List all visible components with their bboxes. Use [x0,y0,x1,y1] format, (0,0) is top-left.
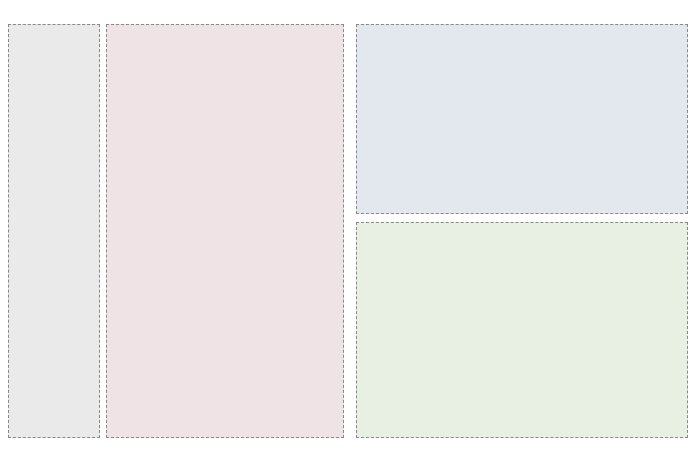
right-top-row [356,24,688,214]
right-bottom-area [356,222,688,438]
left-sidebar-column [8,24,100,438]
left-feature-area [106,24,344,438]
